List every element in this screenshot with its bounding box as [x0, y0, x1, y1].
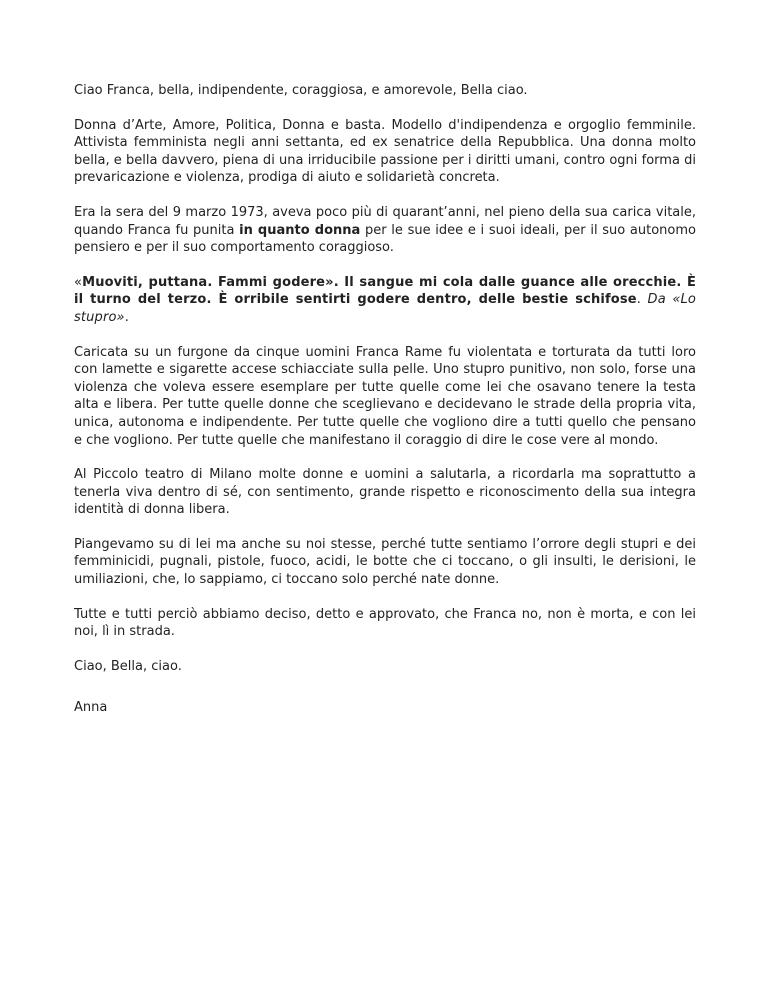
paragraph-night-of-attack: [74, 204, 696, 257]
paragraph-greeting: Ciao Franca, bella, indipendente, coraggiosa, e amorevole, Bella ciao.: [74, 83, 528, 98]
p3-bold-phrase: in quanto donna: [239, 222, 361, 238]
signature: Anna: [74, 700, 108, 716]
document-body: [74, 82, 696, 734]
paragraph-mourning: Piangevamo su di lei ma anche su noi stesse, perché tutte sentiamo l’orrore degli stupri e dei femminicidi, pugnali, pistole, fuoco, acidi, le botte che ci toccano, o gli insulti, le derisioni, le umiliazioni, che, lo sappiamo, ci toccano solo perché nate donne.: [74, 536, 696, 588]
quote-end: .: [124, 309, 130, 325]
p3-text-before: Era la sera del 9 marzo 1973, aveva poco più di quarant’anni, nel pieno della sua carica vitale, quando Franca fu punita: [74, 204, 696, 238]
p3-text-after: per le sue idee e i suoi ideali, per il suo autonomo pensiero e per il suo comportamento coraggioso.: [74, 222, 696, 256]
quote-open-mark: «: [74, 274, 83, 290]
paragraph-quote: [74, 274, 696, 327]
paragraph-decision: Tutte e tutti perciò abbiamo deciso, detto e approvato, che Franca no, non è morta, e con lei noi, lì in strada.: [74, 606, 696, 640]
quote-bold-text: Muoviti, puttana. Fammi godere». Il sangue mi cola dalle guance alle orecchie. È il turno del terzo. È orribile sentirti godere dentro, delle bestie schifose: [74, 274, 696, 308]
paragraph-piccolo-teatro: Al Piccolo teatro di Milano molte donne e uomini a salutarla, a ricordarla ma soprattutto a tenerla viva dentro di sé, con sentimento, grande rispetto e riconoscimento della sua integra identità di donna libera.: [74, 467, 696, 518]
quote-separator: .: [636, 292, 648, 308]
quote-source: Da «Lo stupro»: [74, 292, 696, 325]
paragraph-violence: Caricata su un furgone da cinque uomini Franca Rame fu violentata e torturata da tutti loro con lamette e sigarette accese schiacciate sulla pelle. Uno stupro punitivo, non solo, forse una violenza che voleva essere esemplare per tutte quelle come lei che osavano tenere la testa alta e libera. Per tutte quelle donne che sceglievano e decidevano le strade della propria vita, unica, autonoma e indipendente. Per tutte quelle che vogliono dire a tutti quello che pensano e che vogliono. Per tutte quelle che manifestano il coraggio di dire le cose vere al mondo.: [74, 344, 696, 448]
paragraph-portrait: Donna d’Arte, Amore, Politica, Donna e basta. Modello d'indipendenza e orgoglio femminile. Attivista femminista negli anni settanta, ed ex senatrice della Repubblica. Una donna molto bella, e bella davvero, piena di una irriducibile passione per i diritti umani, contro ogni forma di prevaricazione e violenza, prodiga di aiuto e solidarietà concreta.: [74, 117, 696, 186]
paragraph-farewell: Ciao, Bella, ciao.: [74, 658, 182, 674]
